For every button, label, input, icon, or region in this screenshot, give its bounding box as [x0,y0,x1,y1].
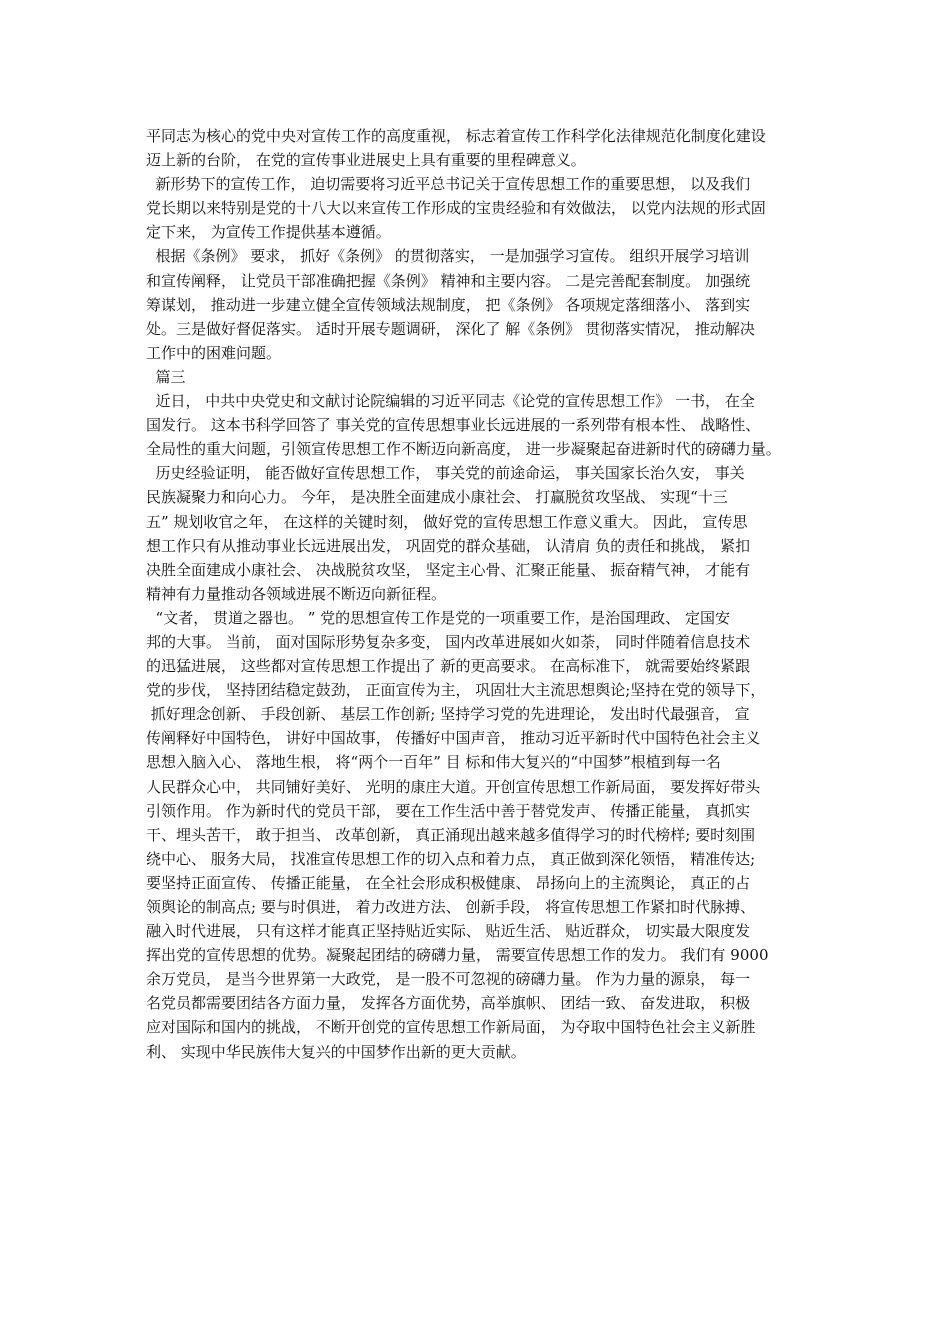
text-line: 党的步伐， 坚持团结稳定鼓劲， 正面宣传为主， 巩固壮大主流思想舆论;坚持在党的领导下， [146,681,766,700]
text-line: 和宣传阐释， 让党员干部准确把握《条例》 精神和主要内容。 二是完善配套制度。 加强统 [146,271,751,290]
text-line: 党长期以来特别是党的十八大以来宣传工作形成的宝贵经验和有效做法， 以党内法规的形式固 [146,199,766,218]
text-line: 的迅猛进展， 这些都对宣传思想工作提出了 新的更高要求。 在高标准下， 就需要始终紧跟 [146,657,751,676]
document-body [146,124,822,1064]
text-line: 干、埋头苦干， 敢于担当、 改革创新， 真正涌现出越来越多值得学习的时代榜样; 要时刻围 [146,825,756,844]
text-line: 领舆论的制高点; 要与时俱进， 着力改进方法、 创新手段， 将宣传思想工作紧扣时代脉搏、 [146,898,756,916]
text-line: 要坚持正面宣传、 传播正能量， 在全社会形成积极健康、 昂扬向上的主流舆论， 真正的占 [146,873,751,892]
text-line: 精神有力量推动各领域进展不断迈向新征程。 [146,584,447,603]
text-line: 平同志为核心的党中央对宣传工作的高度重视， 标志着宣传工作科学化法律规范化制度化建设 [146,127,766,145]
text-line: 应对国际和国内的挑战， 不断开创党的宣传思想工作新局面， 为夺取中国特色社会主义新胜 [146,1018,756,1037]
text-line: 邦的大事。 当前， 面对国际形势复杂多变， 国内改革进展如火如荼， 同时伴随着信息技术 [146,632,751,651]
text-line: 处。三是做好督促落实。 适时开展专题调研， 深化了 解《条例》 贯彻落实情况， 推动解决 [146,319,755,338]
text-line: 人民群众心中， 共同铺好美好、 光明的康庄大道。开创宣传思想工作新局面， 要发挥好带头 [146,777,761,796]
text-line: 引领作用。 作为新时代的党员干部， 要在工作生活中善于替党发声、 传播正能量， 真抓实 [146,801,751,820]
text-line: 融入时代进展， 只有这样才能真正坚持贴近实际、 贴近生活、 贴近群众， 切实最大限度发 [146,922,751,941]
text-line: 定下来， 为宣传工作提供基本遵循。 [146,223,391,242]
text-line: 名党员都需要团结各方面力量， 发挥各方面优势，高举旗帜、 团结一致、 奋发进取， 积极 [146,994,751,1013]
text-line: 利、 实现中华民族伟大复兴的中国梦作出新的更大贡献。 [146,1042,526,1061]
text-line: 国发行。 这本书科学回答了 事关党的宣传思想事业长远进展的一系列带有根本性、 战略性、 [146,416,761,435]
text-line: 绕中心、 服务大局， 找准宣传思想工作的切入点和着力点， 真正做到深化领悟， 精准传达; [146,849,756,868]
text-line: 决胜全面建成小康社会、 决战脱贫攻坚， 坚定主心骨、汇聚正能量、 振奋精气神， 才能有 [146,560,751,579]
text-line: 五” 规划收官之年， 在这样的关键时刻， 做好党的宣传思想工作意义重大。 因此， 宣传思 [146,512,748,531]
text-line: 民族凝聚力和向心力。 今年， 是决胜全面建成小康社会、 打赢脱贫攻坚战、 实现“十三 [146,488,728,507]
text-line: 根据《条例》 要求， 抓好《条例》 的贯彻落实， 一是加强学习宣传。 组织开展学习培训 [146,247,750,266]
text-line: 抓好理念创新、 手段创新、 基层工作创新; 坚持学习党的先进理论， 发出时代最强音， 宣 [146,705,750,724]
text-line: 想工作只有从推动事业长远进展出发， 巩固党的群众基础， 认清肩 负的责任和挑战， 紧扣 [146,536,751,555]
text-line: 传阐释好中国特色， 讲好中国故事， 传播好中国声音， 推动习近平新时代中国特色社会主义 [146,729,761,748]
text-line: 迈上新的台阶， 在党的宣传事业进展史上具有重要的里程碑意义。 [146,151,586,170]
text-line: 新形势下的宣传工作， 迫切需要将习近平总书记关于宣传思想工作的重要思想， 以及我们 [146,175,751,194]
text-line: 挥出党的宣传思想的优势。凝聚起团结的磅礴力量， 需要宣传思想工作的发力。 我们有 9000 [146,946,769,965]
text-line: 筹谋划， 推动进一步建立健全宣传领域法规制度， 把《条例》 各项规定落细落小、 落到实 [146,295,751,314]
text-line: 思想入脑入心、 落地生根， 将“两个一百年” 目 标和伟大复兴的“中国梦”根植到每一名 [146,753,721,772]
text-line: 篇三 [146,367,186,386]
text-line: 历史经验证明， 能否做好宣传思想工作， 事关党的前途命运， 事关国家长治久安， 事关 [146,464,745,483]
text-line: 全局性的重大问题，引领宣传思想工作不断迈向新高度， 进一步凝聚起奋进新时代的磅礴力量。 [146,440,781,459]
text-line: 工作中的困难问题。 [146,343,282,362]
text-line: “文者， 贯道之器也。 ” 党的思想宣传工作是党的一项重要工作，是治国理政、 定国安 [146,608,730,627]
text-line: 近日， 中共中央党史和文献讨论院编辑的习近平同志《论党的宣传思想工作》 一书， 在全 [146,392,755,411]
text-line: 余万党员， 是当今世界第一大政党， 是一股不可忽视的磅礴力量。 作为力量的源泉， 每一 [146,970,751,989]
